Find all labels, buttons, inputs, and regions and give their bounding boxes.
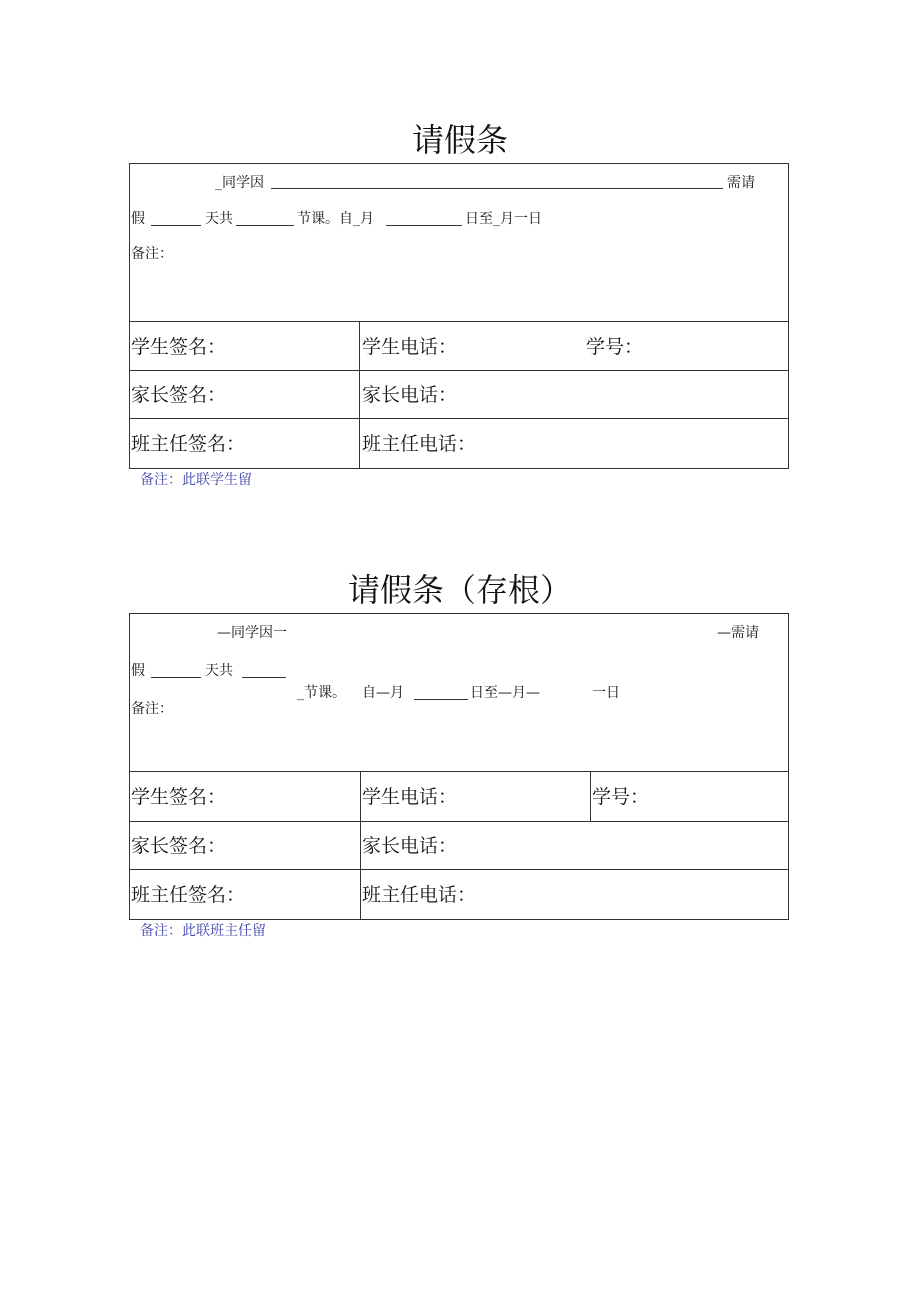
form1-teacher-signature-label: 班主任签名： <box>131 433 246 455</box>
form1-divider-1 <box>129 321 789 322</box>
form1-days-blank[interactable] <box>151 225 201 226</box>
form1-title: 请假条 <box>411 121 508 159</box>
form1-line2-from: 节课。自_月 <box>297 211 374 227</box>
form2-line3-to: 日至—月— <box>470 685 540 701</box>
form2-line1-student-name: —同学因一 <box>217 625 287 641</box>
form2-student-phone-label: 学生电话： <box>362 786 458 808</box>
form1-classes-blank[interactable] <box>236 225 294 226</box>
form2-line3-classes: _节课。 <box>297 685 346 701</box>
form2-student-id-label: 学号： <box>592 786 650 808</box>
form1-reason-blank[interactable] <box>271 188 723 189</box>
form2-teacher-phone-label: 班主任电话： <box>362 884 477 906</box>
form2-box <box>129 613 789 920</box>
form2-remark-label: 备注： <box>131 701 173 717</box>
form2-start-day-blank[interactable] <box>414 699 468 700</box>
form2-parent-phone-label: 家长电话： <box>362 835 458 857</box>
form2-footer-note: 备注：此联班主任留 <box>140 923 266 939</box>
form1-box <box>129 163 789 469</box>
form2-parent-signature-label: 家长签名： <box>131 835 227 857</box>
form1-line1-student-name: _同学因 <box>215 175 264 191</box>
form2-days-blank[interactable] <box>151 677 201 678</box>
form1-line1-need: 需请 <box>727 175 755 191</box>
form1-remark-label: 备注： <box>131 246 173 262</box>
form2-column-divider <box>360 771 361 920</box>
form2-divider-1 <box>129 771 789 772</box>
form1-line2-leave: 假 <box>131 211 145 227</box>
form1-student-phone-label: 学生电话： <box>362 336 458 358</box>
form2-classes-blank[interactable] <box>242 677 286 678</box>
form2-line2-leave: 假 <box>131 663 145 679</box>
form1-student-signature-label: 学生签名： <box>131 336 227 358</box>
form1-column-divider <box>359 321 360 469</box>
form2-line3-from: 自—月 <box>362 685 404 701</box>
form1-divider-2 <box>129 370 789 371</box>
form2-student-signature-label: 学生签名： <box>131 786 227 808</box>
form1-parent-phone-label: 家长电话： <box>362 384 458 406</box>
form2-id-column-divider <box>590 771 591 821</box>
form2-line1-need: —需请 <box>717 625 759 641</box>
form2-title: 请假条（存根） <box>347 571 572 609</box>
form2-divider-3 <box>129 869 789 870</box>
form2-line3-end-day: 一日 <box>592 685 620 701</box>
form2-line2-days-total: 天共 <box>205 663 233 679</box>
form1-parent-signature-label: 家长签名： <box>131 384 227 406</box>
form1-start-day-blank[interactable] <box>386 225 462 226</box>
form1-student-id-label: 学号： <box>586 336 644 358</box>
form1-line2-days-total: 天共 <box>205 211 233 227</box>
form1-footer-note: 备注：此联学生留 <box>140 472 252 488</box>
form2-divider-2 <box>129 821 789 822</box>
form2-teacher-signature-label: 班主任签名： <box>131 884 246 906</box>
form1-line2-to: 日至_月一日 <box>465 211 542 227</box>
form1-teacher-phone-label: 班主任电话： <box>362 433 477 455</box>
form1-divider-3 <box>129 418 789 419</box>
